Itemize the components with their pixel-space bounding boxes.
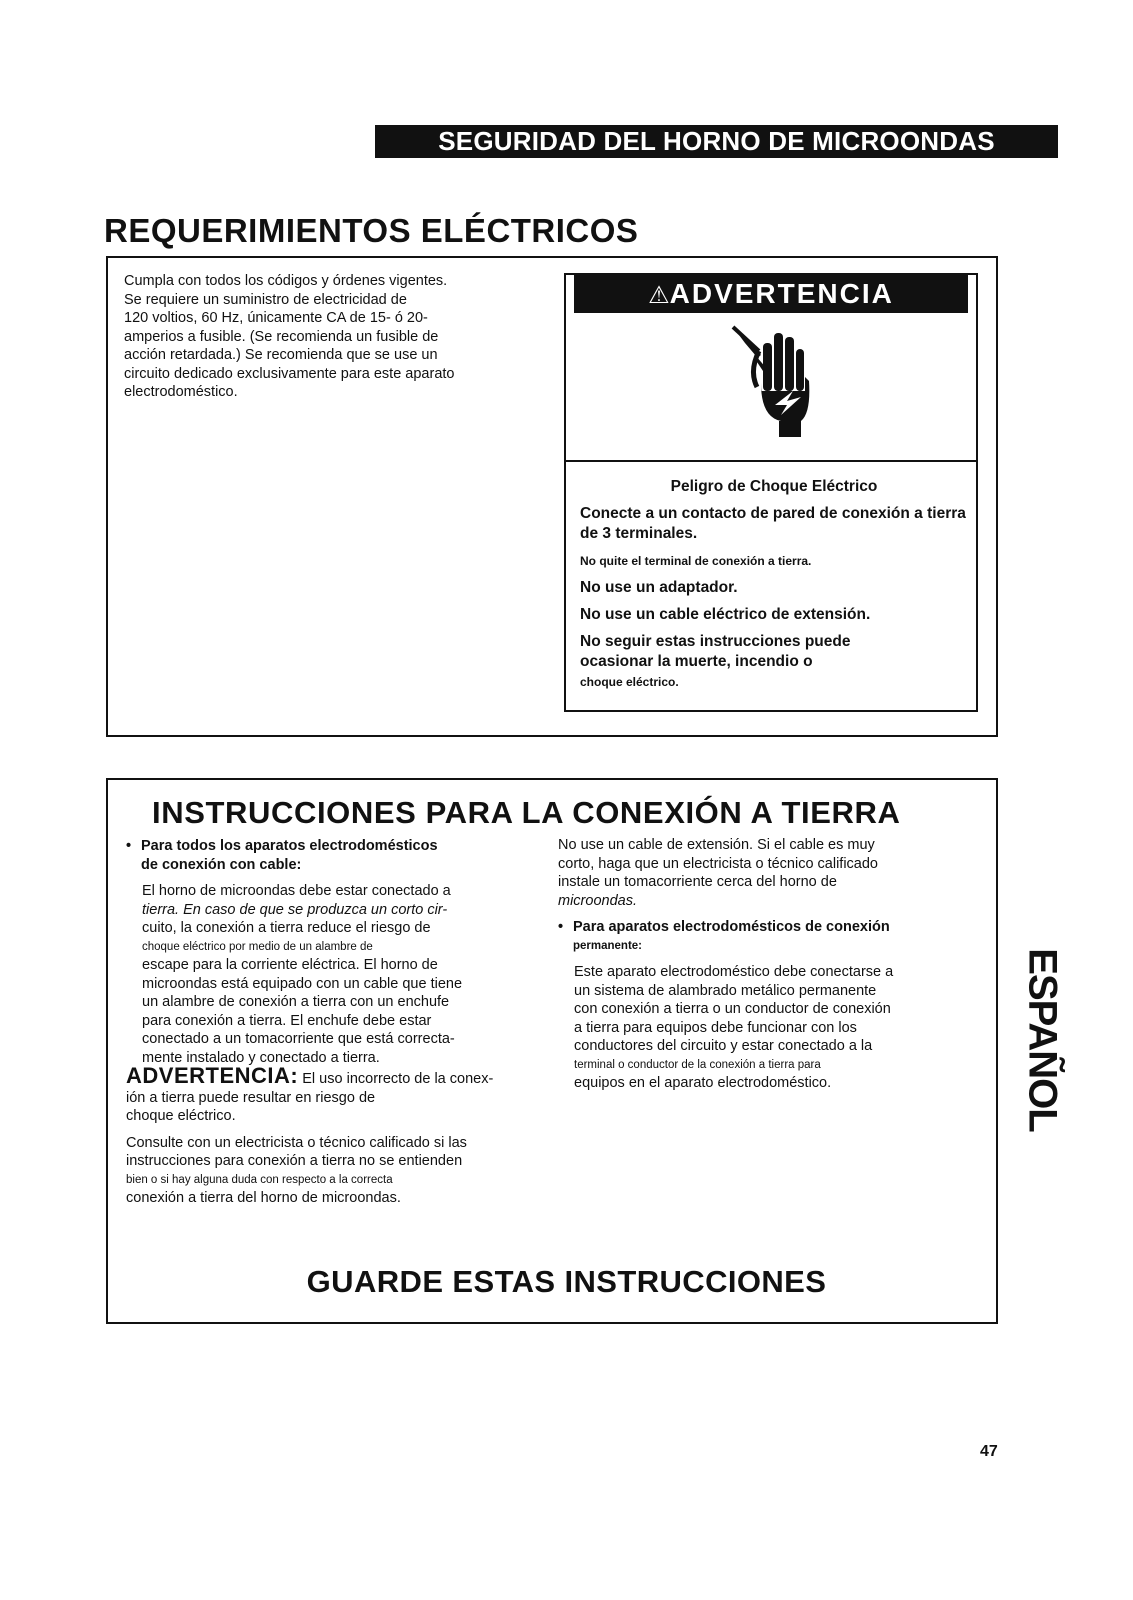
electrical-line: acción retardada.) Se recomienda que se use un (124, 347, 438, 363)
consequence-line: ocasionar la muerte, incendio o (580, 653, 813, 670)
paragraph-line: equipos en el aparato electrodoméstico. (574, 1075, 832, 1091)
electrical-line: amperios a fusible. (Se recomienda un fusible de (124, 328, 439, 345)
save-instructions-heading: GUARDE ESTAS INSTRUCCIONES (306, 1264, 827, 1299)
paragraph-line: tierra. En caso de que se produzca un corto cir- (142, 901, 448, 918)
paragraph-line: a tierra para equipos debe funcionar con los (574, 1019, 857, 1036)
electrical-line: Cumpla con todos los códigos y órdenes vigentes. (124, 273, 448, 289)
consequence-line: No seguir estas instrucciones puede (580, 633, 851, 650)
warning-instruction: No quite el terminal de conexión a tierra. (580, 554, 812, 568)
warning-text (580, 477, 968, 692)
section-banner: SEGURIDAD DEL HORNO DE MICROONDAS (375, 125, 1058, 158)
warning-instruction: No use un adaptador. (580, 579, 738, 596)
warning-header (574, 275, 968, 313)
bullet-heading (558, 918, 978, 955)
grounding-left-column (126, 837, 546, 1208)
paragraph-line: terminal o conductor de la conexión a tierra para (574, 1058, 821, 1071)
electrical-line: 120 voltios, 60 Hz, únicamente CA de 15- ó 20- (124, 310, 428, 326)
electrical-line: electrodoméstico. (124, 384, 238, 400)
electrical-heading: REQUERIMIENTOS ELÉCTRICOS (104, 212, 639, 249)
electric-shock-hand-icon (731, 321, 821, 441)
bullet-dot: • (558, 919, 564, 935)
consult-line: instrucciones para conexión a tierra no se entienden (126, 1153, 463, 1169)
language-side-tab (1020, 948, 1065, 1132)
page-number: 47 (980, 1443, 998, 1460)
paragraph-line: Este aparato electrodoméstico debe conectarse a (574, 964, 894, 980)
paragraph-line: conectado a un tomacorriente que está correcta- (142, 1031, 455, 1047)
paragraph-line: No use un cable de extensión. Si el cable es muy (558, 837, 875, 853)
paragraph-line: microondas. (558, 892, 637, 909)
electrical-requirements-text (124, 272, 544, 402)
advertencia-label: ADVERTENCIA: (126, 1063, 299, 1088)
bullet-dot: • (126, 838, 132, 854)
paragraph-line: microondas está equipado con un cable que tiene (142, 975, 463, 992)
consult-line: Consulte con un electricista o técnico calificado si las (126, 1134, 467, 1151)
grounding-right-column (558, 836, 978, 1093)
paragraph-line: escape para la corriente eléctrica. El horno de (142, 957, 438, 973)
consequence-line: choque eléctrico. (580, 675, 679, 689)
paragraph-line: corto, haga que un electricista o técnico calificado (558, 855, 878, 872)
warning-divider (566, 460, 976, 462)
consult-line: bien o si hay alguna duda con respecto a la correcta (126, 1173, 393, 1186)
paragraph-line: con conexión a tierra o un conductor de conexión (574, 1001, 891, 1017)
advertencia-line: choque eléctrico. (126, 1108, 236, 1124)
paragraph-line: choque eléctrico por medio de un alambre de (142, 940, 373, 953)
paragraph-line: mente instalado y conectado a tierra. (142, 1049, 380, 1066)
bullet-heading (126, 837, 546, 874)
advertencia-text: El uso incorrecto de la conex- (302, 1071, 494, 1087)
electrical-line: circuito dedicado exclusivamente para este aparato (124, 365, 455, 382)
paragraph-line: un sistema de alambrado metálico permanente (574, 982, 877, 999)
warning-box (564, 273, 978, 712)
language-label: ESPAÑOL (1020, 948, 1065, 1132)
warning-instruction: No use un cable eléctrico de extensión. (580, 606, 871, 623)
advertencia-line: ión a tierra puede resultar en riesgo de (126, 1089, 376, 1106)
bullet-title: de conexión con cable: (141, 856, 302, 873)
paragraph-line: El horno de microondas debe estar conectado a (142, 883, 451, 899)
warning-instruction: Conecte a un contacto de pared de conexión a tierra de 3 terminales. (580, 505, 966, 542)
paragraph-line: conductores del circuito y estar conectado a la (574, 1038, 873, 1054)
advertencia-line (126, 1063, 546, 1089)
hazard-title: Peligro de Choque Eléctrico (670, 478, 878, 495)
consult-line: conexión a tierra del horno de microondas. (126, 1190, 401, 1206)
permanent-connection-paragraph (558, 963, 978, 1093)
paragraph-line: instale un tomacorriente cerca del horno de (558, 874, 837, 890)
electrical-line: Se requiere un suministro de electricidad de (124, 291, 407, 308)
bullet-title: permanente: (573, 939, 643, 952)
bullet-title: Para todos los aparatos electrodomésticos (141, 838, 438, 854)
bullet-title: Para aparatos electrodomésticos de conexión (573, 919, 890, 935)
warning-title: ADVERTENCIA (669, 278, 894, 309)
grounding-heading: INSTRUCCIONES PARA LA CONEXIÓN A TIERRA (152, 795, 901, 830)
paragraph-line: un alambre de conexión a tierra con un enchufe (142, 994, 450, 1010)
warning-triangle-icon: ⚠ (648, 282, 670, 309)
warning-consequence (580, 632, 968, 692)
paragraph-line: cuito, la conexión a tierra reduce el riesgo de (142, 920, 431, 936)
cord-connected-paragraph (126, 882, 546, 1067)
paragraph-line: para conexión a tierra. El enchufe debe estar (142, 1012, 432, 1029)
